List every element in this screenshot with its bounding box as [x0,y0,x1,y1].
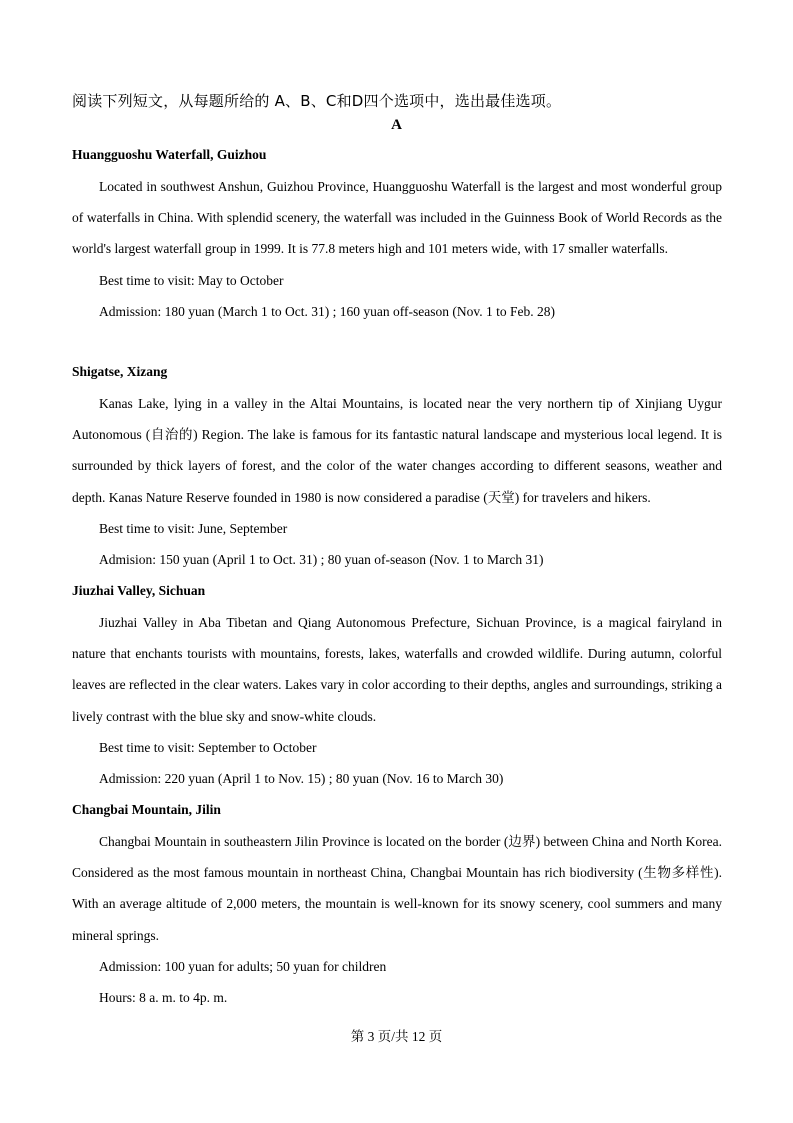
entry-huangguoshu [72,145,722,327]
entry-admission: Admision: 150 yuan (April 1 to Oct. 31) ; 80 yuan of-season (Nov. 1 to March 31) [99,552,544,568]
entry-best-time: Best time to visit: September to October [99,739,317,755]
section-letter: A [391,117,402,133]
entry-body: Kanas Lake, lying in a valley in the Altai Mountains, is located near the very northern tip of Xinjiang Uygur Autonomous (自治的) Region. The lake is famous for its fantastic natural landscape and mysterious local legend. It is surrounded by thick layers of forest, and the color of the water changes according to different seasons, weather and depth. Kanas Nature Reserve founded in 1980 is now considered a paradise (天堂) for travelers and hikers. [72,396,722,505]
entry-title: Shigatse, Xizang [72,364,168,379]
entry-hours: Hours: 8 a. m. to 4p. m. [99,990,228,1006]
entry-body: Located in southwest Anshun, Guizhou Province, Huangguoshu Waterfall is the largest and most wonderful group of waterfalls in China. With splendid scenery, the waterfall was included in the Guinness Book of World Records as the world's largest waterfall group in 1999. It is 77.8 meters high and 101 meters wide, with 17 smaller waterfalls. [72,179,722,257]
entry-admission: Admission: 100 yuan for adults; 50 yuan for children [99,958,387,974]
entry-title: Jiuzhai Valley, Sichuan [72,583,206,598]
entry-jiuzhai [72,581,722,794]
entry-shigatse [72,362,722,575]
reading-instruction: 阅读下列短文，从每题所给的 A、B、C和D四个选项中，选出最佳选项。 [72,92,562,110]
entry-title: Huangguoshu Waterfall, Guizhou [72,147,267,162]
entry-body: Jiuzhai Valley in Aba Tibetan and Qiang Autonomous Prefecture, Sichuan Province, is a magical fairyland in nature that enchants tourists with mountains, forests, lakes, waterfalls and crowded wildlife. During autumn, colorful leaves are reflected in the clear waters. Lakes vary in color according to their depths, angles and surroundings, striking a lively contrast with the blue sky and snow-white clouds. [72,615,723,724]
page-number-footer: 第 3 页/共 12 页 [350,1029,443,1044]
entry-changbai [72,800,722,1013]
entry-admission: Admission: 220 yuan (April 1 to Nov. 15) ; 80 yuan (Nov. 16 to March 30) [99,771,504,787]
entry-title: Changbai Mountain, Jilin [72,802,221,817]
entry-body: Changbai Mountain in southeastern Jilin Province is located on the border (边界) between China and North Korea. Considered as the most famous mountain in northeast China, Changbai Mountain has rich biodiversity (生物多样性). With an average altitude of 2,000 meters, the mountain is well-known for its snowy scenery, cool summers and many mineral springs. [72,834,722,943]
entry-admission: Admission: 180 yuan (March 1 to Oct. 31) ; 160 yuan off-season (Nov. 1 to Feb. 28) [99,303,555,319]
entry-best-time: Best time to visit: June, September [99,520,288,536]
entry-best-time: Best time to visit: May to October [99,272,284,288]
